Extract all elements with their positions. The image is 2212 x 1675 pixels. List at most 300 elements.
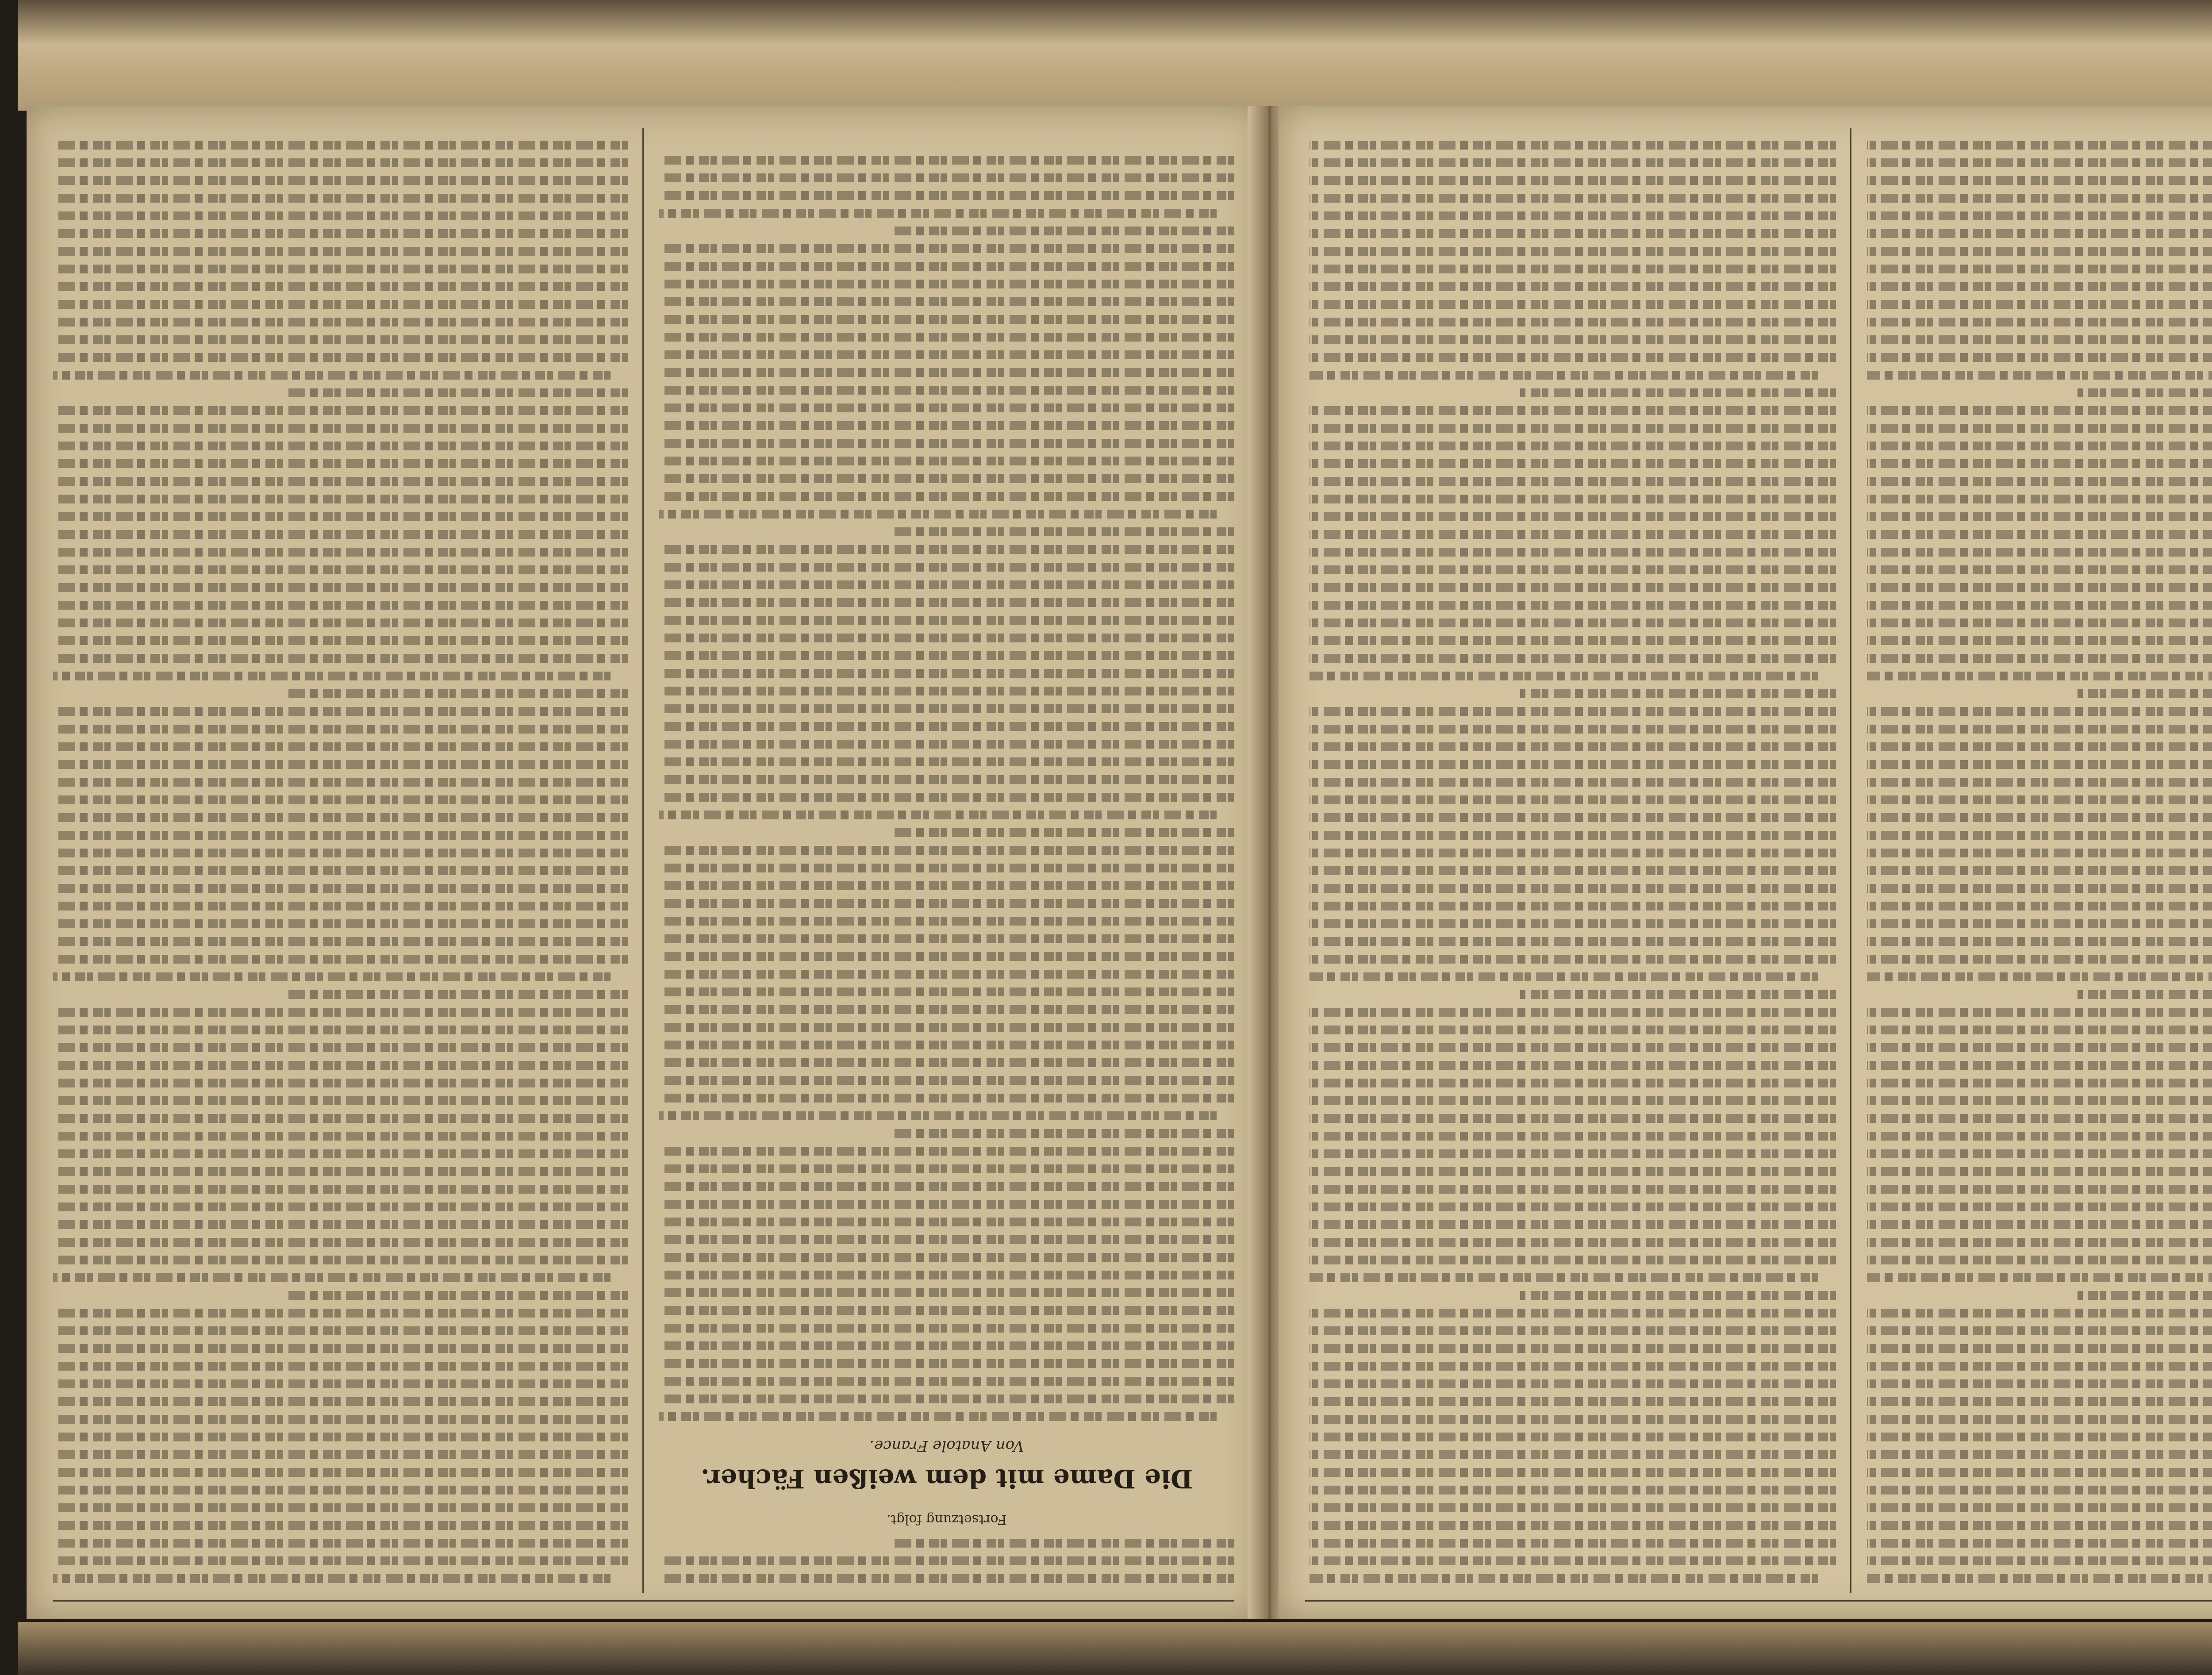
text-line (1310, 226, 1836, 243)
text-line (659, 789, 1234, 807)
text-line (1867, 491, 2212, 509)
text-line (659, 1285, 1234, 1302)
text-line (659, 736, 1234, 754)
text-line (1867, 1004, 2212, 1022)
text-line (1867, 898, 2212, 916)
text-line (659, 294, 1234, 311)
text-line (1867, 1164, 2212, 1181)
text-line (1310, 1199, 1836, 1217)
text-line (1310, 1447, 1836, 1464)
text-line (53, 1394, 628, 1411)
text-line (53, 827, 628, 845)
text-line (659, 931, 1234, 949)
column-rule (642, 128, 644, 1593)
text-line (283, 1287, 628, 1305)
text-line (53, 845, 628, 863)
text-line (1867, 1464, 2212, 1482)
text-line (659, 1161, 1234, 1179)
right-page (1279, 106, 2212, 1619)
text-line (53, 721, 628, 739)
text-line (1867, 1022, 2212, 1040)
text-line (1310, 951, 1836, 969)
text-line (1867, 739, 2212, 757)
text-line (1867, 650, 2212, 668)
text-line (1310, 491, 1836, 509)
text-line (1867, 332, 2212, 350)
text-line (1867, 173, 2212, 190)
column-right-2 (1310, 133, 1836, 1588)
text-line (283, 385, 628, 403)
story-title: Die Dame mit dem weißen Fächer. (700, 1464, 1193, 1494)
text-line (1867, 668, 2212, 686)
text-line (659, 878, 1234, 895)
text-line (659, 1356, 1234, 1373)
text-line (1520, 686, 1836, 703)
text-line (1867, 155, 2212, 173)
text-line (53, 562, 628, 580)
text-line (53, 597, 628, 615)
text-line (659, 205, 1217, 223)
column-left-2 (53, 133, 628, 1588)
text-line (659, 1391, 1234, 1409)
text-line (659, 612, 1234, 630)
text-line (1867, 350, 2212, 367)
text-line (1310, 350, 1836, 367)
text-line (53, 350, 628, 367)
text-line (1867, 721, 2212, 739)
text-line (1867, 243, 2212, 261)
text-line (1867, 1482, 2212, 1500)
text-line (1310, 279, 1836, 296)
text-line (659, 1090, 1234, 1108)
text-line (659, 365, 1234, 382)
text-line (659, 418, 1234, 435)
text-line (889, 223, 1234, 241)
text-line (659, 329, 1234, 347)
text-line (659, 842, 1234, 860)
text-line (1310, 1093, 1836, 1110)
text-line (1867, 1234, 2212, 1252)
text-line (1867, 137, 2212, 155)
text-line (659, 1196, 1234, 1214)
text-line (1867, 810, 2212, 827)
text-line (1867, 526, 2212, 544)
text-line (1310, 1341, 1836, 1358)
text-line (2078, 987, 2212, 1004)
text-line (659, 1302, 1234, 1320)
text-line (659, 913, 1234, 931)
text-line (1310, 1429, 1836, 1447)
text-line (53, 403, 628, 420)
text-line (1867, 934, 2212, 951)
text-line (1310, 1358, 1836, 1376)
column-right-1 (1867, 133, 2212, 1588)
text-line (1867, 438, 2212, 456)
text-line (53, 668, 611, 686)
text-line (53, 473, 628, 491)
text-line (659, 1214, 1234, 1232)
text-line (659, 241, 1234, 258)
text-line (1310, 1305, 1836, 1323)
text-line (53, 1093, 628, 1110)
text-line (1310, 367, 1818, 385)
text-line (53, 367, 611, 385)
text-line (1310, 934, 1836, 951)
text-line (1867, 951, 2212, 969)
text-line (53, 1234, 628, 1252)
text-line (53, 580, 628, 597)
text-line (1867, 1571, 2212, 1588)
text-line (659, 1338, 1234, 1356)
text-line (1867, 1500, 2212, 1517)
text-line (53, 1571, 611, 1588)
text-line (1310, 721, 1836, 739)
text-line (1867, 296, 2212, 314)
text-line (53, 208, 628, 226)
text-line (53, 1341, 628, 1358)
text-line (1867, 1110, 2212, 1128)
text-line (1310, 1217, 1836, 1234)
text-line (1867, 1075, 2212, 1093)
top-rule (53, 1600, 1234, 1602)
text-line (53, 792, 628, 810)
text-line (53, 774, 628, 792)
text-line (53, 1075, 628, 1093)
text-line (53, 951, 628, 969)
text-line (1867, 792, 2212, 810)
text-line (1310, 1252, 1836, 1270)
text-line (53, 969, 611, 987)
text-line (1867, 1181, 2212, 1199)
column-rule (1850, 128, 1851, 1593)
text-line (1310, 1270, 1818, 1287)
text-line (889, 1126, 1234, 1143)
text-line (1310, 898, 1836, 916)
text-line (659, 382, 1234, 400)
text-line (659, 895, 1234, 913)
text-line (1310, 1110, 1836, 1128)
text-line (1310, 438, 1836, 456)
text-line (1310, 845, 1836, 863)
text-line (1310, 296, 1836, 314)
text-line (1310, 1411, 1836, 1429)
text-line (659, 1267, 1234, 1285)
text-line (53, 1181, 628, 1199)
text-line (659, 1019, 1234, 1037)
text-line (1867, 1411, 2212, 1429)
text-line (659, 188, 1234, 205)
text-line (659, 1373, 1234, 1391)
text-line (53, 509, 628, 526)
column-left-1 (659, 133, 1234, 1588)
text-line (53, 880, 628, 898)
text-line (1867, 420, 2212, 438)
text-line (53, 296, 628, 314)
text-line (1867, 703, 2212, 721)
text-line (1867, 757, 2212, 774)
text-line (1310, 757, 1836, 774)
text-line (1310, 810, 1836, 827)
text-line (659, 1179, 1234, 1196)
text-line (1310, 261, 1836, 279)
text-line (1867, 1270, 2212, 1287)
text-line (1867, 1447, 2212, 1464)
text-line (1310, 969, 1818, 987)
text-line (659, 1002, 1234, 1019)
text-line (1867, 916, 2212, 934)
story-author: Von Anatole France. (869, 1437, 1024, 1455)
text-line (659, 949, 1234, 966)
text-line (1310, 243, 1836, 261)
text-line (1310, 1040, 1836, 1057)
text-line (53, 1517, 628, 1535)
text-line (1867, 1093, 2212, 1110)
text-line (659, 311, 1234, 329)
text-line (1867, 261, 2212, 279)
text-line (1867, 1323, 2212, 1341)
text-line (2078, 686, 2212, 703)
text-line (1867, 1535, 2212, 1553)
text-line (1310, 1075, 1836, 1093)
text-line (53, 526, 628, 544)
text-line (1867, 969, 2212, 987)
text-line (1867, 1429, 2212, 1447)
text-line (1867, 1146, 2212, 1164)
text-line (1310, 1004, 1836, 1022)
text-line (53, 1022, 628, 1040)
text-line (1310, 1234, 1836, 1252)
text-line (1867, 580, 2212, 597)
text-line (1310, 403, 1836, 420)
text-line (659, 170, 1234, 188)
text-line (1310, 739, 1836, 757)
text-line (53, 332, 628, 350)
text-line (1867, 1252, 2212, 1270)
text-line (1867, 226, 2212, 243)
text-line (1310, 173, 1836, 190)
text-line (53, 1447, 628, 1464)
text-line (1310, 1535, 1836, 1553)
text-line (1310, 668, 1818, 686)
text-line (1867, 880, 2212, 898)
text-line (1310, 137, 1836, 155)
text-line (1310, 827, 1836, 845)
text-line (53, 491, 628, 509)
text-line (1867, 1199, 2212, 1217)
text-line (53, 1376, 628, 1394)
text-line (53, 1305, 628, 1323)
text-line (659, 152, 1234, 170)
text-line (53, 190, 628, 208)
text-line (659, 258, 1234, 276)
text-line (1867, 774, 2212, 792)
text-line (659, 347, 1234, 365)
left-page (27, 106, 1261, 1619)
text-line (659, 754, 1234, 772)
text-line (1310, 420, 1836, 438)
text-line (1867, 1040, 2212, 1057)
text-line (659, 772, 1234, 789)
text-line (1310, 1571, 1818, 1588)
text-line (1310, 1323, 1836, 1341)
text-line (659, 1143, 1234, 1161)
text-line (53, 1164, 628, 1181)
text-line (1867, 279, 2212, 296)
text-line (53, 1128, 628, 1146)
text-line (659, 276, 1234, 294)
text-line (1867, 367, 2212, 385)
text-line (53, 1057, 628, 1075)
text-line (659, 1055, 1234, 1072)
text-line (1867, 1341, 2212, 1358)
text-line (659, 630, 1234, 648)
text-line (659, 595, 1234, 612)
text-line (2078, 1287, 2212, 1305)
text-line (53, 137, 628, 155)
text-line (1310, 1553, 1836, 1571)
text-line (659, 435, 1234, 453)
text-line (659, 1108, 1217, 1126)
text-line (1310, 1394, 1836, 1411)
text-line (1310, 544, 1836, 562)
text-line (1310, 208, 1836, 226)
text-line (53, 279, 628, 296)
text-line (659, 488, 1234, 506)
text-line (53, 173, 628, 190)
text-line (1310, 1022, 1836, 1040)
text-line (53, 261, 628, 279)
text-line (53, 898, 628, 916)
text-line (659, 1037, 1234, 1055)
text-line (1310, 332, 1836, 350)
text-line (53, 155, 628, 173)
text-line (659, 1072, 1234, 1090)
text-line (659, 453, 1234, 471)
text-line (1310, 1464, 1836, 1482)
text-line (53, 1110, 628, 1128)
text-line (53, 1252, 628, 1270)
text-line (1310, 1517, 1836, 1535)
text-line (1867, 597, 2212, 615)
text-line (1867, 562, 2212, 580)
text-line (659, 542, 1234, 559)
text-line (53, 739, 628, 757)
text-line (1310, 1482, 1836, 1500)
text-line (1867, 1128, 2212, 1146)
text-line (659, 860, 1234, 878)
text-line (1867, 544, 2212, 562)
text-line (1310, 916, 1836, 934)
text-line (283, 686, 628, 703)
text-line (1310, 155, 1836, 173)
text-line (53, 544, 628, 562)
text-line (1310, 774, 1836, 792)
text-line (659, 701, 1234, 718)
text-line (1867, 190, 2212, 208)
text-line (1867, 509, 2212, 526)
text-line (1520, 385, 1836, 403)
text-line (1310, 456, 1836, 473)
text-line (53, 1358, 628, 1376)
text-line (1310, 190, 1836, 208)
text-line (53, 1411, 628, 1429)
text-line (659, 1320, 1234, 1338)
text-line (1310, 703, 1836, 721)
text-line (659, 648, 1234, 665)
text-line (53, 1535, 628, 1553)
text-line (1867, 1217, 2212, 1234)
text-line (1310, 863, 1836, 880)
text-line (1310, 633, 1836, 650)
text-line (659, 966, 1234, 984)
text-line (659, 984, 1234, 1002)
text-line (1867, 208, 2212, 226)
text-line (1310, 526, 1836, 544)
text-line (53, 1553, 628, 1571)
continuation-note: Fortsetzung folgt. (887, 1512, 1007, 1527)
text-line (1310, 597, 1836, 615)
text-line (53, 314, 628, 332)
text-line (659, 1249, 1234, 1267)
text-line (53, 863, 628, 880)
text-line (1867, 1376, 2212, 1394)
text-line (659, 577, 1234, 595)
text-line (1867, 633, 2212, 650)
text-line (2078, 385, 2212, 403)
text-line (53, 934, 628, 951)
text-line (53, 226, 628, 243)
text-line (659, 1232, 1234, 1249)
text-line (1310, 650, 1836, 668)
text-line (1310, 580, 1836, 597)
text-line (1310, 1128, 1836, 1146)
text-line (53, 420, 628, 438)
text-line (659, 683, 1234, 701)
text-line (1867, 403, 2212, 420)
text-line (53, 1270, 611, 1287)
text-line (1867, 615, 2212, 633)
text-line (1867, 1358, 2212, 1376)
text-line (1310, 1164, 1836, 1181)
book-bottom-edge (18, 1622, 2212, 1675)
text-line (659, 400, 1234, 418)
text-line (53, 456, 628, 473)
text-line (53, 1004, 628, 1022)
text-line (1310, 509, 1836, 526)
text-line (1867, 473, 2212, 491)
text-line (659, 807, 1217, 825)
text-line (659, 665, 1234, 683)
text-line (659, 559, 1234, 577)
text-line (1310, 1500, 1836, 1517)
text-line (53, 633, 628, 650)
text-line (1867, 1553, 2212, 1571)
text-line (53, 1199, 628, 1217)
text-line (1867, 845, 2212, 863)
text-line (53, 1482, 628, 1500)
text-line (1310, 792, 1836, 810)
text-line (1310, 880, 1836, 898)
text-line (1867, 456, 2212, 473)
text-line (53, 757, 628, 774)
text-line (1520, 1287, 1836, 1305)
text-line (659, 1409, 1217, 1426)
text-line (1310, 1146, 1836, 1164)
text-line (53, 615, 628, 633)
text-line (1310, 473, 1836, 491)
text-line (659, 718, 1234, 736)
text-line (1867, 1394, 2212, 1411)
